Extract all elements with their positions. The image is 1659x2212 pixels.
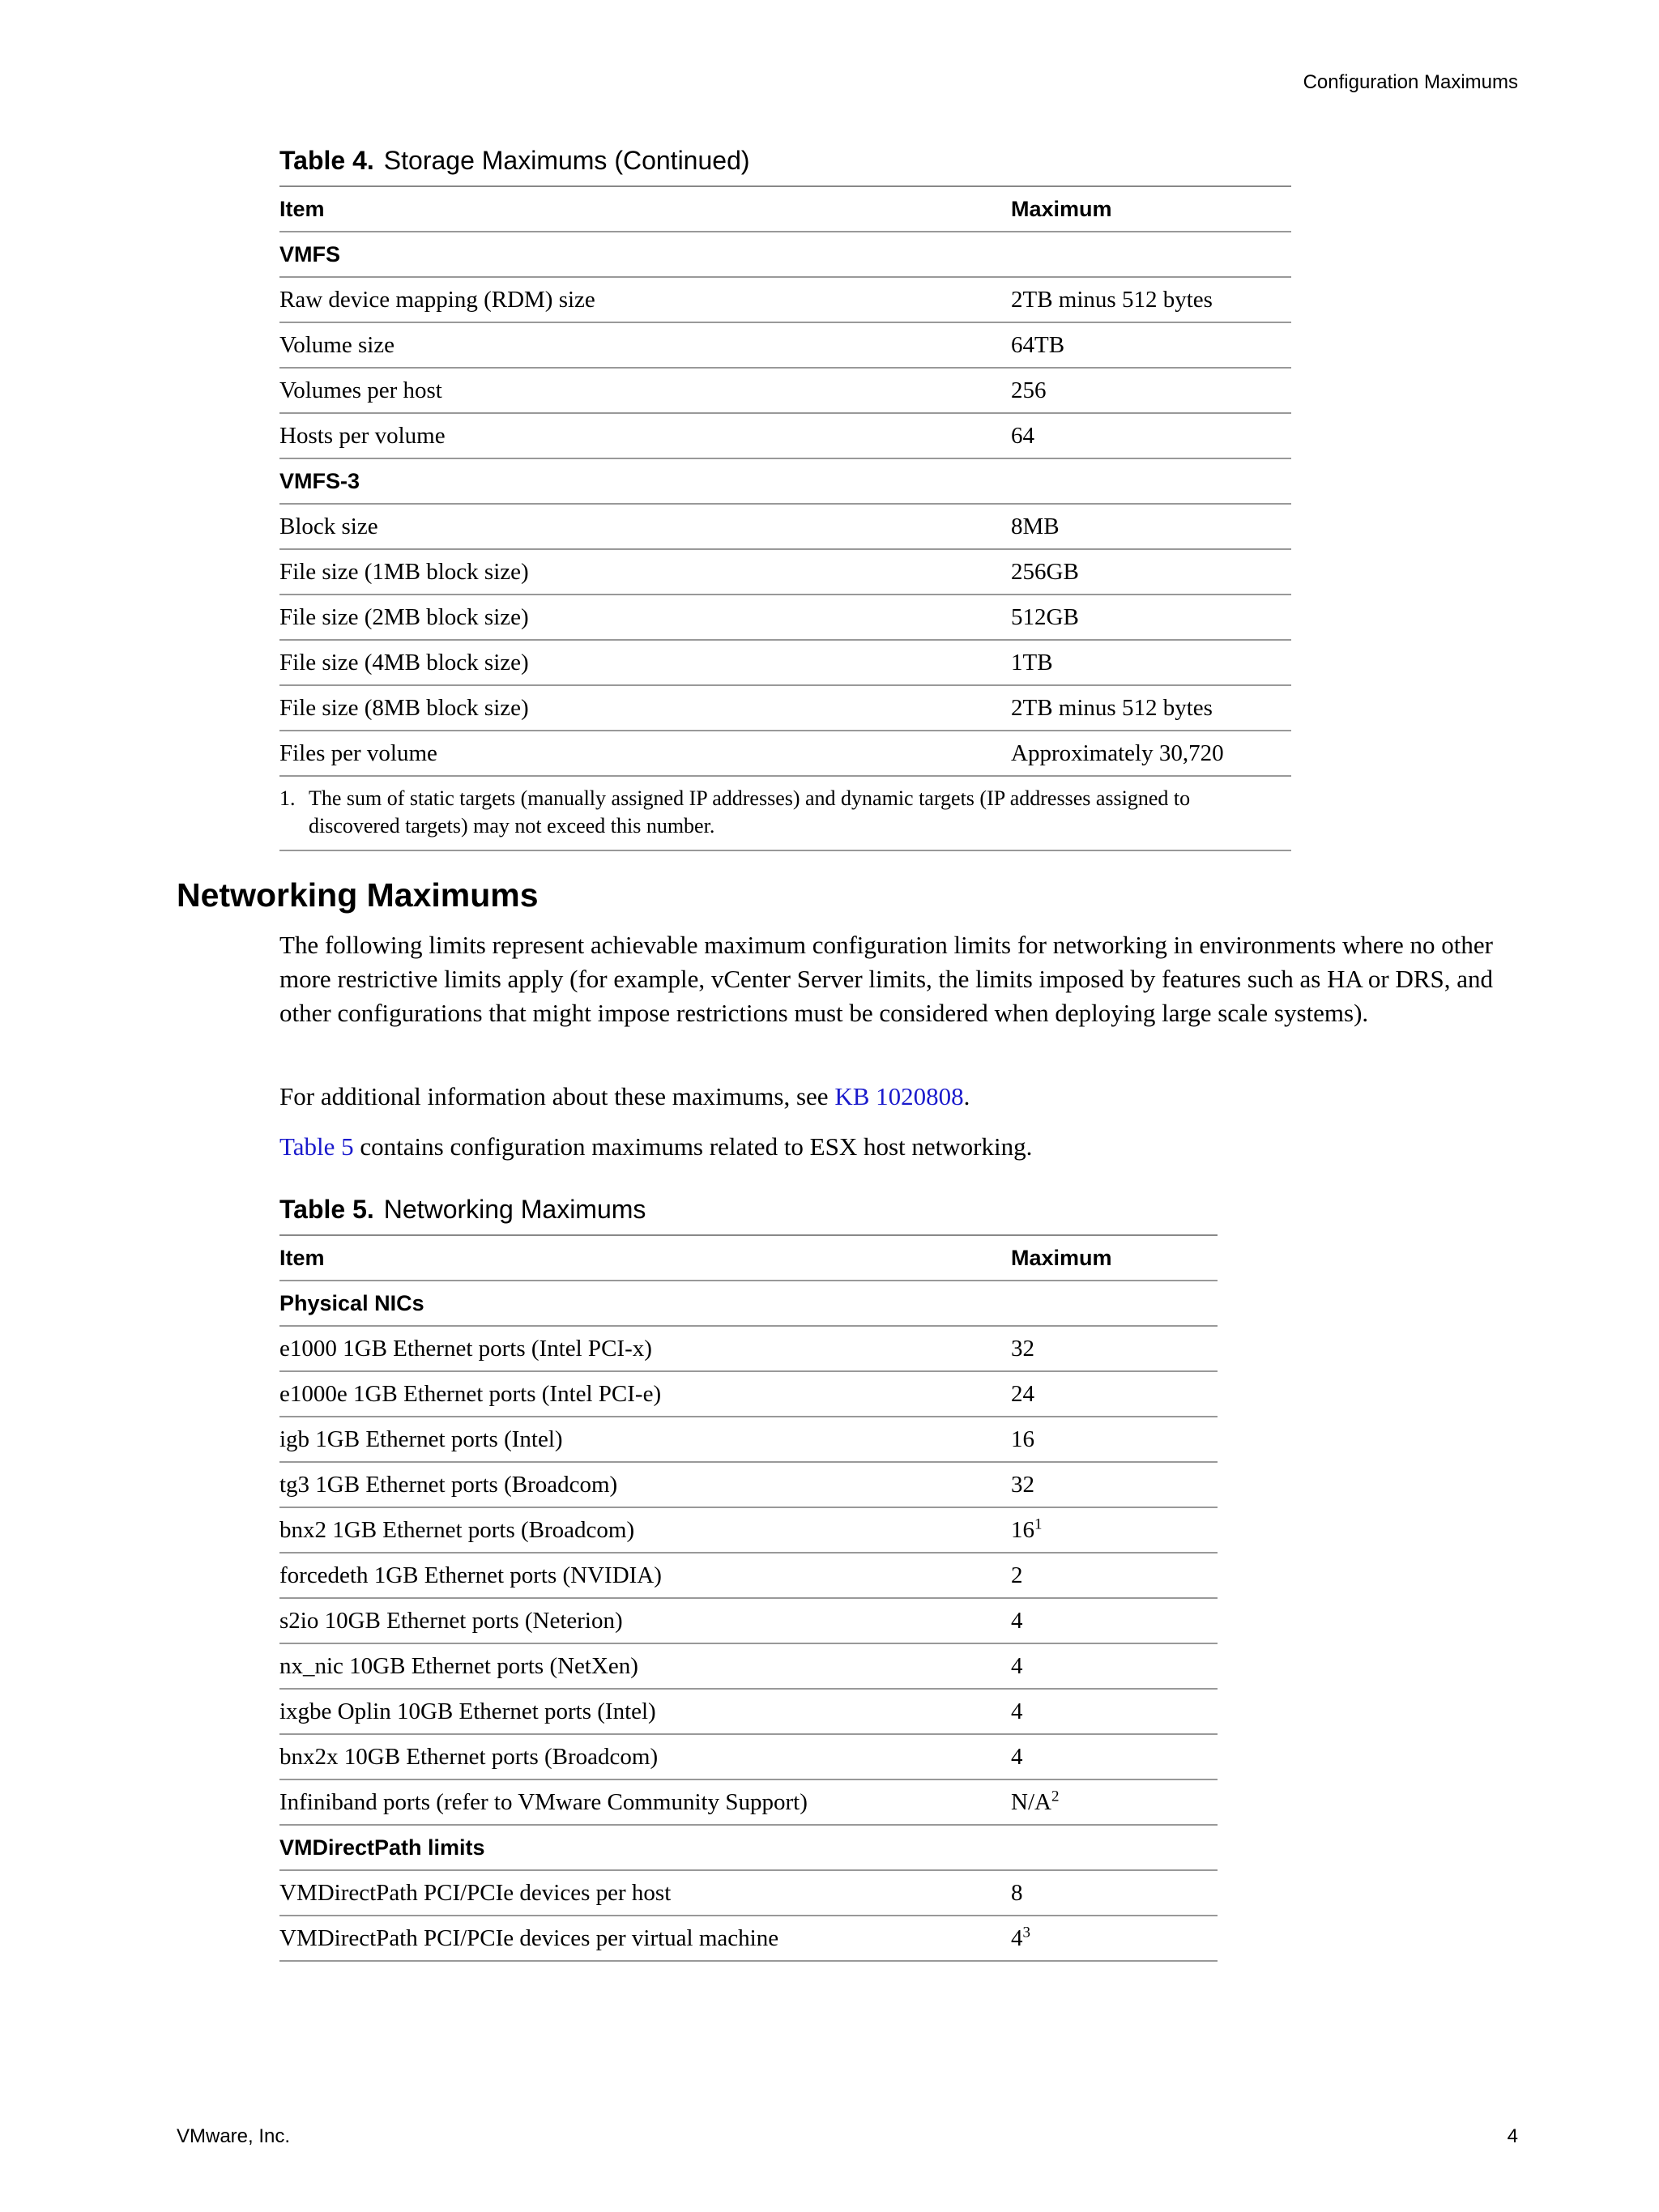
row-item: File size (2MB block size) — [279, 595, 1011, 640]
section-label: VMFS-3 — [279, 458, 1291, 504]
row-maximum — [1011, 413, 1291, 458]
row-item: Block size — [279, 504, 1011, 549]
row-item: s2io 10GB Ethernet ports (Neterion) — [279, 1598, 1011, 1643]
table4-caption — [279, 146, 750, 176]
table-row — [279, 277, 1291, 322]
row-item: File size (1MB block size) — [279, 549, 1011, 595]
table5-reference-link[interactable]: Table 5 — [279, 1132, 354, 1161]
maximum-value: 2 — [1011, 1562, 1023, 1588]
row-maximum — [1011, 1643, 1218, 1689]
row-item: e1000e 1GB Ethernet ports (Intel PCI-e) — [279, 1371, 1011, 1417]
table-row — [279, 322, 1291, 368]
footnote-text: The sum of static targets (manually assigned IP addresses) and dynamic targets (IP addresses assigned to discovered targets) may not exceed this number. — [309, 786, 1191, 837]
table-row — [279, 1417, 1218, 1462]
table-row — [279, 1598, 1218, 1643]
running-header: Configuration Maximums — [1303, 71, 1518, 93]
maximum-value: 16 — [1011, 1426, 1034, 1452]
row-item: Volume size — [279, 322, 1011, 368]
table-row — [279, 1643, 1218, 1689]
table5-caption-label: Table 5. — [279, 1195, 374, 1224]
row-item: Infiniband ports (refer to VMware Community Support) — [279, 1779, 1011, 1825]
table-row — [279, 640, 1291, 685]
maximum-value: 4 — [1011, 1698, 1023, 1724]
table-row — [279, 685, 1291, 731]
row-maximum — [1011, 322, 1291, 368]
row-maximum — [1011, 1507, 1218, 1553]
table-row — [279, 1371, 1218, 1417]
column-header-item: Item — [279, 1235, 1011, 1281]
row-item: bnx2 1GB Ethernet ports (Broadcom) — [279, 1507, 1011, 1553]
table-row — [279, 1326, 1218, 1371]
table-row — [279, 413, 1291, 458]
maximum-value: 32 — [1011, 1335, 1034, 1362]
maximum-value: 512GB — [1011, 603, 1079, 630]
additional-info-suffix: . — [963, 1082, 970, 1110]
row-item: VMDirectPath PCI/PCIe devices per host — [279, 1870, 1011, 1916]
maximum-value: 64 — [1011, 422, 1034, 449]
row-maximum — [1011, 685, 1291, 731]
table-row — [279, 1689, 1218, 1734]
row-maximum — [1011, 1734, 1218, 1779]
row-item: Files per volume — [279, 731, 1011, 776]
storage-maximums-table — [279, 185, 1291, 851]
row-item: Volumes per host — [279, 368, 1011, 413]
table-reference-text: contains configuration maximums related to ESX host networking. — [353, 1132, 1033, 1161]
maximum-value: 4 — [1011, 1924, 1023, 1951]
maximum-value: 8 — [1011, 1879, 1023, 1906]
row-maximum — [1011, 1326, 1218, 1371]
table-row — [279, 368, 1291, 413]
column-header-maximum: Maximum — [1011, 186, 1291, 232]
maximum-value: 4 — [1011, 1652, 1023, 1679]
footer-page-number: 4 — [1507, 2125, 1518, 2147]
row-maximum — [1011, 1598, 1218, 1643]
row-maximum — [1011, 731, 1291, 776]
maximum-value: 1TB — [1011, 649, 1053, 676]
row-maximum — [1011, 549, 1291, 595]
maximum-value: 2TB minus 512 bytes — [1011, 694, 1213, 721]
table-row — [279, 1553, 1218, 1598]
networking-maximums-table — [279, 1234, 1218, 1962]
table-row — [279, 1462, 1218, 1507]
footer-company: VMware, Inc. — [177, 2125, 291, 2147]
maximum-value: 256 — [1011, 377, 1047, 403]
row-item: nx_nic 10GB Ethernet ports (NetXen) — [279, 1643, 1011, 1689]
column-header-maximum: Maximum — [1011, 1235, 1218, 1281]
row-item: forcedeth 1GB Ethernet ports (NVIDIA) — [279, 1553, 1011, 1598]
maximum-value: 256GB — [1011, 558, 1079, 585]
table-row — [279, 1870, 1218, 1916]
maximum-value: 16 — [1011, 1516, 1034, 1543]
table-row — [279, 731, 1291, 776]
table-header-row — [279, 186, 1291, 232]
row-maximum — [1011, 1462, 1218, 1507]
row-maximum — [1011, 1371, 1218, 1417]
section-label: Physical NICs — [279, 1281, 1218, 1326]
row-item: tg3 1GB Ethernet ports (Broadcom) — [279, 1462, 1011, 1507]
row-maximum — [1011, 1916, 1218, 1961]
row-maximum — [1011, 277, 1291, 322]
row-maximum — [1011, 504, 1291, 549]
table4-caption-label: Table 4. — [279, 146, 374, 175]
row-item: VMDirectPath PCI/PCIe devices per virtual machine — [279, 1916, 1011, 1961]
additional-info-prefix: For additional information about these maximums, see — [279, 1082, 835, 1110]
row-maximum — [1011, 368, 1291, 413]
row-maximum — [1011, 1553, 1218, 1598]
row-item: File size (8MB block size) — [279, 685, 1011, 731]
maximum-value: 2TB minus 512 bytes — [1011, 286, 1213, 313]
additional-info-paragraph — [279, 1080, 1495, 1114]
maximum-value: 8MB — [1011, 513, 1060, 539]
row-maximum — [1011, 1779, 1218, 1825]
maximum-value: 4 — [1011, 1607, 1023, 1634]
row-item: e1000 1GB Ethernet ports (Intel PCI-x) — [279, 1326, 1011, 1371]
row-maximum — [1011, 1689, 1218, 1734]
row-item: Hosts per volume — [279, 413, 1011, 458]
row-maximum — [1011, 640, 1291, 685]
row-item: File size (4MB block size) — [279, 640, 1011, 685]
row-item: Raw device mapping (RDM) size — [279, 277, 1011, 322]
row-maximum — [1011, 1417, 1218, 1462]
table-section-row — [279, 1281, 1218, 1326]
row-item: ixgbe Oplin 10GB Ethernet ports (Intel) — [279, 1689, 1011, 1734]
maximum-value: 4 — [1011, 1743, 1023, 1770]
maximum-value: 64TB — [1011, 331, 1065, 358]
storage-table-body — [279, 232, 1291, 776]
networking-table-body — [279, 1281, 1218, 1961]
table-footnote — [279, 776, 1291, 850]
table-header-row — [279, 1235, 1218, 1281]
footnote-number: 1. — [279, 786, 296, 810]
row-item: igb 1GB Ethernet ports (Intel) — [279, 1417, 1011, 1462]
table5-caption-title: Networking Maximums — [383, 1195, 646, 1224]
table4-caption-title: Storage Maximums (Continued) — [383, 146, 750, 175]
footnote-marker: 1 — [1034, 1515, 1043, 1532]
table5-caption — [279, 1195, 646, 1225]
row-maximum — [1011, 595, 1291, 640]
table-section-row — [279, 458, 1291, 504]
maximum-value: Approximately 30,720 — [1011, 739, 1224, 766]
table-row — [279, 1779, 1218, 1825]
kb-article-link[interactable]: KB 1020808 — [834, 1082, 964, 1110]
table-row — [279, 1916, 1218, 1961]
section-label: VMDirectPath limits — [279, 1825, 1218, 1870]
table-row — [279, 595, 1291, 640]
table-row — [279, 1507, 1218, 1553]
footnote-marker: 3 — [1022, 1923, 1030, 1941]
maximum-value: N/A — [1011, 1788, 1051, 1815]
row-maximum — [1011, 1870, 1218, 1916]
footnote-marker: 2 — [1051, 1787, 1060, 1805]
maximum-value: 24 — [1011, 1380, 1034, 1407]
column-header-item: Item — [279, 186, 1011, 232]
table-section-row — [279, 232, 1291, 277]
maximum-value: 32 — [1011, 1471, 1034, 1498]
table-row — [279, 549, 1291, 595]
table-row — [279, 504, 1291, 549]
row-item: bnx2x 10GB Ethernet ports (Broadcom) — [279, 1734, 1011, 1779]
table-reference-paragraph — [279, 1130, 1495, 1164]
table-footnote-row — [279, 776, 1291, 850]
table-section-row — [279, 1825, 1218, 1870]
networking-intro-paragraph: The following limits represent achievable maximum configuration limits for networking in environments where no other more restrictive limits apply (for example, vCenter Server limits, the limits imposed by features such as HA or DRS, and other configurations that might impose restrictions must be considered when deploying large scale systems). — [279, 931, 1494, 1027]
section-label: VMFS — [279, 232, 1291, 277]
table-row — [279, 1734, 1218, 1779]
section-heading-networking: Networking Maximums — [177, 876, 539, 914]
